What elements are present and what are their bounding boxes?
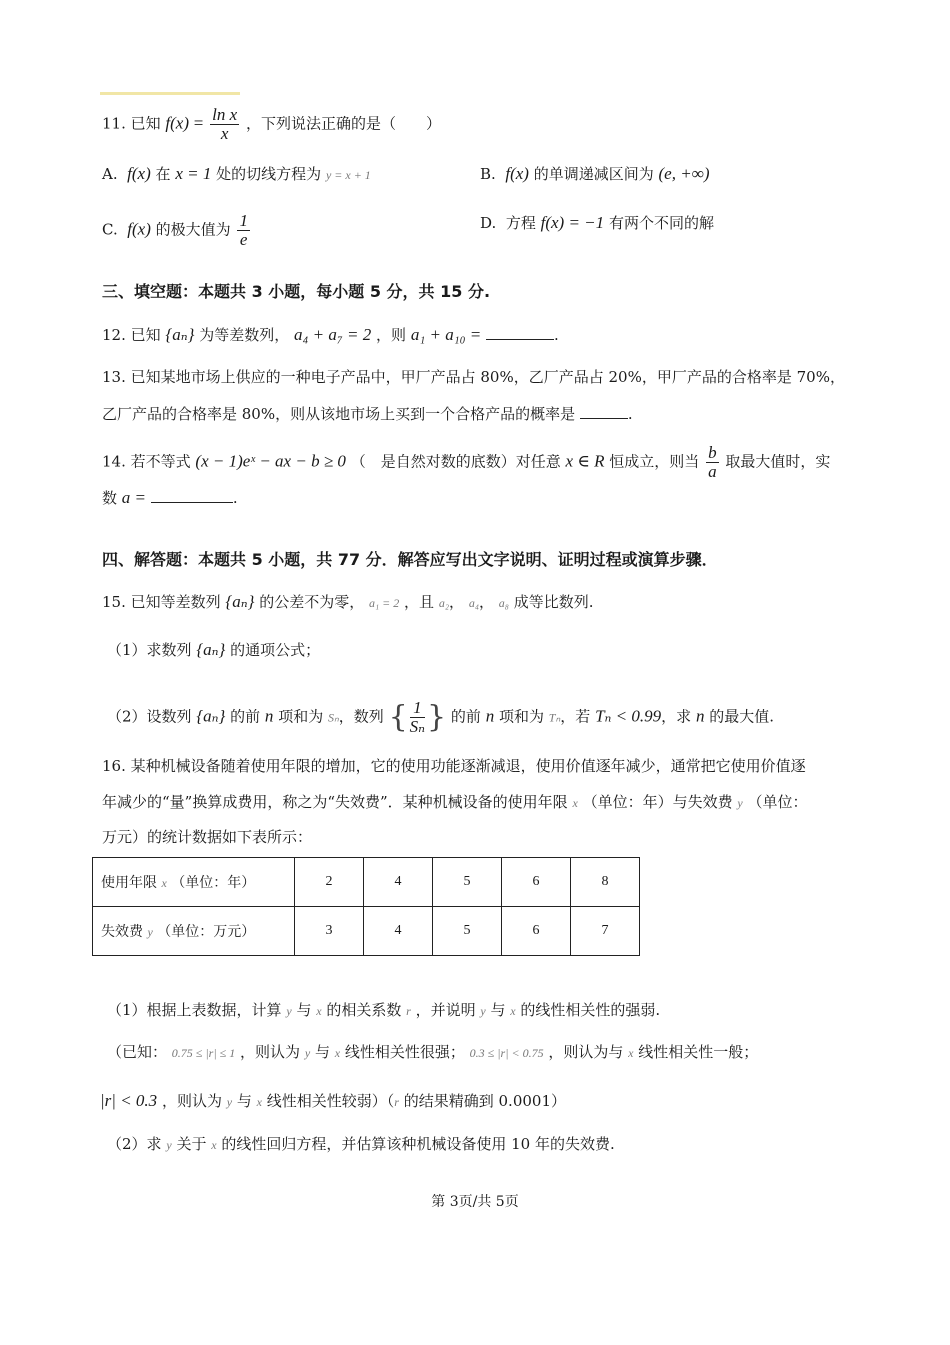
q14-line2-lead: 数 bbox=[102, 489, 118, 507]
q15-p2-n-2: n bbox=[485, 706, 495, 726]
q16-line2-b: （单位：年）与失效费 bbox=[582, 793, 733, 811]
q16-note2-a: ，则认为 bbox=[161, 1092, 222, 1110]
q16-note1-with-1: 与 bbox=[314, 1043, 330, 1061]
q11-lead: 11. 已知 bbox=[102, 114, 161, 133]
q16-p1-y-2: y bbox=[480, 1004, 486, 1018]
q14-lead: 14. 若不等式 bbox=[102, 452, 191, 471]
q15-text2: ，且 bbox=[404, 593, 435, 611]
table-row-header bbox=[93, 858, 295, 907]
question-16-line1: 16. 某种机械设备随着使用年限的增加，它的使用功能逐渐减退，使用价值逐年减少，通常把它使用价值逐 bbox=[102, 757, 806, 775]
table-cell: 6 bbox=[502, 858, 571, 907]
q14-text3: 取最大值时，实 bbox=[725, 452, 831, 471]
q16-note1-c: 线性相关性很强； bbox=[344, 1043, 465, 1061]
table-row-header bbox=[93, 907, 295, 956]
q11-optA-func: f(x) bbox=[127, 164, 151, 183]
q16-p2-c: 的线性回归方程，并估算该种机械设备使用 10 年的失效费. bbox=[221, 1135, 615, 1153]
q15-p2-text7: ，求 bbox=[661, 707, 692, 726]
q11-optA-label: A. bbox=[102, 165, 118, 183]
table-cell: 6 bbox=[502, 907, 571, 956]
q15-sep-1: ， bbox=[449, 593, 465, 611]
q16-p1-c: 的相关系数 bbox=[326, 1001, 402, 1019]
page-footer: 第 3页/共 5页 bbox=[431, 1194, 519, 1210]
q15-p2-n-1: n bbox=[264, 706, 274, 726]
q11-optC-text: 的极大值为 bbox=[155, 220, 231, 239]
question-12 bbox=[102, 324, 559, 346]
q15-lead: 15. 已知等差数列 bbox=[102, 593, 221, 611]
q14-text1: （ 是自然对数的底数）对任意 bbox=[350, 452, 561, 471]
q14-answer-blank[interactable] bbox=[151, 488, 233, 503]
q15-p2-frac-den: Sₙ bbox=[409, 717, 426, 736]
q11-optA-expr: y = x + 1 bbox=[325, 168, 371, 182]
q11-optD-text1: 方程 bbox=[505, 214, 536, 232]
q15-p1-lead: （1）求数列 bbox=[107, 641, 192, 659]
section-3-title: 三、填空题：本题共 3 小题，每小题 5 分，共 15 分. bbox=[102, 282, 491, 301]
question-11-stem bbox=[102, 106, 441, 143]
q15-a2: a₂ bbox=[438, 596, 450, 610]
q12-ask: a₁ + a₁₀ = bbox=[410, 325, 482, 344]
q11-tail: ，下列说法正确的是（ ） bbox=[245, 114, 441, 133]
section-4-title: 四、解答题：本题共 5 小题，共 77 分．解答应写出文字说明、证明过程或演算步骤． bbox=[102, 550, 718, 569]
question-13-line1: 13. 已知某地市场上供应的一种电子产品中，甲厂产品占 80%，乙厂产品占 20%，甲厂产品的合格率是 70%， bbox=[102, 368, 845, 386]
q12-given: a₄ + a₇ = 2 bbox=[293, 325, 372, 344]
q11-optA-text2: 处的切线方程为 bbox=[216, 165, 322, 183]
q16-note1-a: （已知： bbox=[107, 1043, 168, 1061]
q15-p2-text5: 项和为 bbox=[499, 707, 545, 726]
q16-line2-y: y bbox=[737, 796, 743, 810]
q11-eq: = bbox=[193, 113, 204, 133]
q16-p1-r: r bbox=[406, 1004, 411, 1018]
q16-note1-d: ，则认为与 bbox=[548, 1043, 624, 1061]
q16-note1-y: y bbox=[304, 1046, 311, 1060]
q11-optB-label: B. bbox=[480, 165, 496, 183]
q11-func: f(x) bbox=[165, 113, 189, 133]
q13-line2-text: 乙厂产品的合格率是 80%，则从该地市场上买到一个合格产品的概率是 bbox=[102, 405, 576, 423]
q15-text3: 成等比数列. bbox=[513, 593, 594, 611]
q16-note2-with: 与 bbox=[236, 1092, 252, 1110]
q11-optC-num: 1 bbox=[239, 211, 248, 230]
q15-a8: a₈ bbox=[498, 596, 509, 610]
q16-p1-b-1: 与 bbox=[296, 1001, 312, 1019]
q16-note2-x: x bbox=[256, 1095, 262, 1109]
q15-p2-text1: 的前 bbox=[230, 707, 261, 726]
q11-optD-eq: f(x) = −1 bbox=[540, 213, 605, 232]
q15-p2-text2: 项和为 bbox=[278, 707, 324, 726]
row2-label: 失效费 bbox=[101, 924, 143, 940]
q14-frac-num: b bbox=[708, 443, 717, 462]
left-brace-icon: { bbox=[388, 699, 408, 735]
q16-line2-x: x bbox=[572, 796, 578, 810]
q11-optD-label: D. bbox=[480, 214, 497, 232]
q11-optC-fraction bbox=[237, 212, 250, 249]
q16-p2-x: x bbox=[211, 1138, 217, 1152]
q11-optA-x1: x = 1 bbox=[175, 164, 212, 183]
q16-p2-b: 关于 bbox=[176, 1135, 207, 1153]
q16-note2-c: 的结果精确到 0.0001） bbox=[403, 1092, 567, 1110]
q16-p1-y-1: y bbox=[286, 1004, 292, 1018]
q15-seq: {aₙ} bbox=[225, 592, 255, 611]
row1-unit: （单位：年） bbox=[171, 875, 256, 891]
q12-lead: 12. 已知 bbox=[102, 326, 161, 344]
q14-frac-den: a bbox=[708, 462, 717, 481]
q15-p2-cond: Tₙ < 0.99 bbox=[595, 706, 662, 726]
q16-line2-c: （单位： bbox=[747, 793, 808, 811]
q16-p2-y: y bbox=[166, 1138, 172, 1152]
q11-fraction bbox=[210, 106, 239, 143]
table-cell: 4 bbox=[364, 858, 433, 907]
q15-a4: a₄ bbox=[468, 596, 479, 610]
q15-p2-n-3: n bbox=[695, 706, 705, 726]
q16-note-line2 bbox=[100, 1090, 566, 1113]
q16-note1-cond1: 0.75 ≤ |r| ≤ 1 bbox=[171, 1046, 236, 1060]
question-15-stem bbox=[102, 591, 594, 614]
q16-note2-y: y bbox=[226, 1095, 233, 1109]
row1-var: x bbox=[161, 876, 167, 890]
q11-frac-den: x bbox=[220, 124, 229, 143]
q13-end: . bbox=[627, 405, 633, 423]
table-cell: 2 bbox=[295, 858, 364, 907]
data-table bbox=[92, 857, 640, 956]
q11-option-d bbox=[480, 212, 714, 234]
table-cell: 5 bbox=[433, 907, 502, 956]
q15-p1-text: 的通项公式； bbox=[230, 641, 321, 659]
q14-inequality: (x − 1)eˣ − ax − b ≥ 0 bbox=[195, 451, 346, 471]
q13-answer-blank[interactable] bbox=[580, 404, 628, 419]
table-cell: 3 bbox=[295, 907, 364, 956]
question-16-line2 bbox=[102, 791, 808, 814]
q15-part-1 bbox=[107, 639, 320, 661]
q12-answer-blank[interactable] bbox=[486, 325, 554, 340]
table-row bbox=[93, 907, 640, 956]
q15-p2-seq: {aₙ} bbox=[196, 706, 226, 726]
q16-part-2 bbox=[107, 1133, 615, 1156]
q11-option-a bbox=[102, 163, 371, 186]
q16-note2-r: r bbox=[394, 1095, 399, 1109]
table-cell: 5 bbox=[433, 858, 502, 907]
q15-p2-Tn: Tₙ bbox=[548, 710, 561, 725]
q11-optB-text: 的单调递减区间为 bbox=[533, 165, 654, 183]
q15-sep-2: ， bbox=[478, 593, 494, 611]
table-cell: 4 bbox=[364, 907, 433, 956]
q15-p2-Sn: Sₙ bbox=[327, 710, 339, 725]
q11-optC-func: f(x) bbox=[127, 219, 151, 239]
q11-optD-text2: 有两个不同的解 bbox=[608, 214, 714, 232]
q12-seq: {aₙ} bbox=[165, 325, 195, 344]
q16-line2-a: 年减少的“量”换算成费用，称之为“失效费”．某种机械设备的使用年限 bbox=[102, 793, 568, 811]
q14-text2: 恒成立，则当 bbox=[609, 452, 700, 471]
q12-text2: ，则 bbox=[376, 326, 407, 344]
q16-p2-a: （2）求 bbox=[107, 1135, 162, 1153]
row1-label: 使用年限 bbox=[101, 875, 157, 891]
q16-p1-a: （1）根据上表数据，计算 bbox=[107, 1001, 282, 1019]
q16-note2-cond: |r| < 0.3 bbox=[100, 1091, 158, 1110]
q15-part-2 bbox=[107, 699, 774, 736]
right-brace-icon: } bbox=[427, 699, 447, 735]
question-14-line1 bbox=[102, 444, 830, 481]
q16-note1-b: ，则认为 bbox=[240, 1043, 301, 1061]
q16-p1-x-1: x bbox=[316, 1004, 322, 1018]
q11-frac-num: ln x bbox=[212, 105, 238, 124]
q11-optA-text1: 在 bbox=[155, 165, 171, 183]
q12-end: . bbox=[554, 326, 559, 344]
row2-unit: （单位：万元） bbox=[157, 924, 256, 940]
q15-p2-text4: 的前 bbox=[450, 707, 481, 726]
q16-p1-e: 的线性相关性的强弱. bbox=[520, 1001, 661, 1019]
table-cell: 7 bbox=[571, 907, 640, 956]
q16-p1-d: ，并说明 bbox=[415, 1001, 476, 1019]
q16-note1-cond2: 0.3 ≤ |r| < 0.75 bbox=[469, 1046, 544, 1060]
q16-note1-e: 线性相关性一般； bbox=[638, 1043, 759, 1061]
question-14-line2 bbox=[102, 487, 238, 509]
q15-p1-seq: {aₙ} bbox=[196, 640, 226, 659]
q15-p2-frac-num: 1 bbox=[410, 699, 425, 718]
q11-option-b bbox=[480, 163, 709, 185]
table-row bbox=[93, 858, 640, 907]
q15-p2-lead: （2）设数列 bbox=[107, 707, 192, 726]
q16-note1-x-1: x bbox=[334, 1046, 341, 1060]
q15-p2-text3: ，数列 bbox=[338, 707, 384, 726]
question-16-line3: 万元）的统计数据如下表所示： bbox=[102, 828, 313, 846]
q16-p1-b-2: 与 bbox=[490, 1001, 506, 1019]
q14-fraction bbox=[706, 444, 719, 481]
q15-p2-fraction bbox=[410, 699, 425, 736]
q16-note2-b: 线性相关性较弱）（ bbox=[266, 1092, 395, 1110]
q14-line2-var: a = bbox=[121, 488, 147, 507]
decoration-strip bbox=[100, 92, 240, 95]
q15-p2-text8: 的最大值. bbox=[709, 707, 774, 726]
q12-text1: 为等差数列， bbox=[199, 326, 290, 344]
q15-a1: a₁ = 2 bbox=[368, 596, 400, 610]
q11-optB-interval: (e, +∞) bbox=[658, 164, 710, 183]
q11-optB-func: f(x) bbox=[505, 164, 529, 183]
q11-optC-label: C. bbox=[102, 220, 118, 239]
q16-part-1 bbox=[107, 999, 660, 1022]
table-cell: 8 bbox=[571, 858, 640, 907]
q11-optC-den: e bbox=[239, 230, 248, 249]
question-13-line2 bbox=[102, 403, 633, 425]
q16-note1-x-2: x bbox=[628, 1046, 634, 1060]
q11-option-c bbox=[102, 212, 252, 249]
q14-end: . bbox=[232, 489, 238, 507]
q15-p2-text6: ，若 bbox=[560, 707, 591, 726]
q15-text1: 的公差不为零， bbox=[259, 593, 365, 611]
q16-p1-x-2: x bbox=[510, 1004, 516, 1018]
q14-domain: x ∈ R bbox=[565, 451, 605, 471]
q16-note-line1 bbox=[107, 1041, 758, 1064]
row2-var: y bbox=[147, 925, 153, 939]
